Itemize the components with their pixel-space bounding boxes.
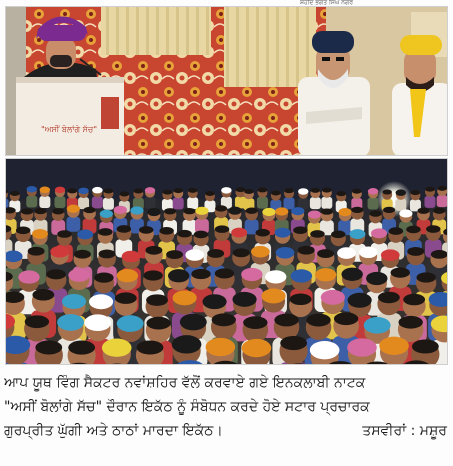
top-cut-text: ਸ਼ਹੀਦ ਭਗਤ ਸਿੰਘ ਨਗਰ [300,0,353,6]
crowd-photo-illustration [6,159,448,365]
speaker-photo [5,6,448,156]
photo-caption [4,371,449,463]
caption-line-3-row [4,419,449,443]
crowd-photo [5,158,448,365]
podium-banner-text: "ਅਸੀਂ ਬੋਲਾਂਗੇ ਸੱਚ" [40,125,97,134]
photo-credit: ਤਸਵੀਰਾਂ : ਮਸ਼ੂਰ [362,423,447,439]
caption-line-2: "ਅਸੀਂ ਬੋਲਾਂਗੇ ਸੱਚ" ਦੌਰਾਨ ਇਕੱਠ ਨੂੰ ਸੰਬੋਧਨ ਕਰਦੇ ਹੋਏ ਸਟਾਰ ਪ੍ਰਚਾਰਕ [4,399,370,415]
caption-line-3: ਗੁਰਪ੍ਰੀਤ ਘੁੱਗੀ ਅਤੇ ਠਾਠਾਂ ਮਾਰਦਾ ਇਕੱਠ। [4,423,223,439]
caption-line-1: ਆਪ ਯੂਥ ਵਿੰਗ ਸੈਕਟਰ ਨਵਾਂਸ਼ਹਿਰ ਵੱਲੋਂ ਕਰਵਾਏ ਗਏ ਇਨਕਲਾਬੀ ਨਾਟਕ [4,375,366,391]
